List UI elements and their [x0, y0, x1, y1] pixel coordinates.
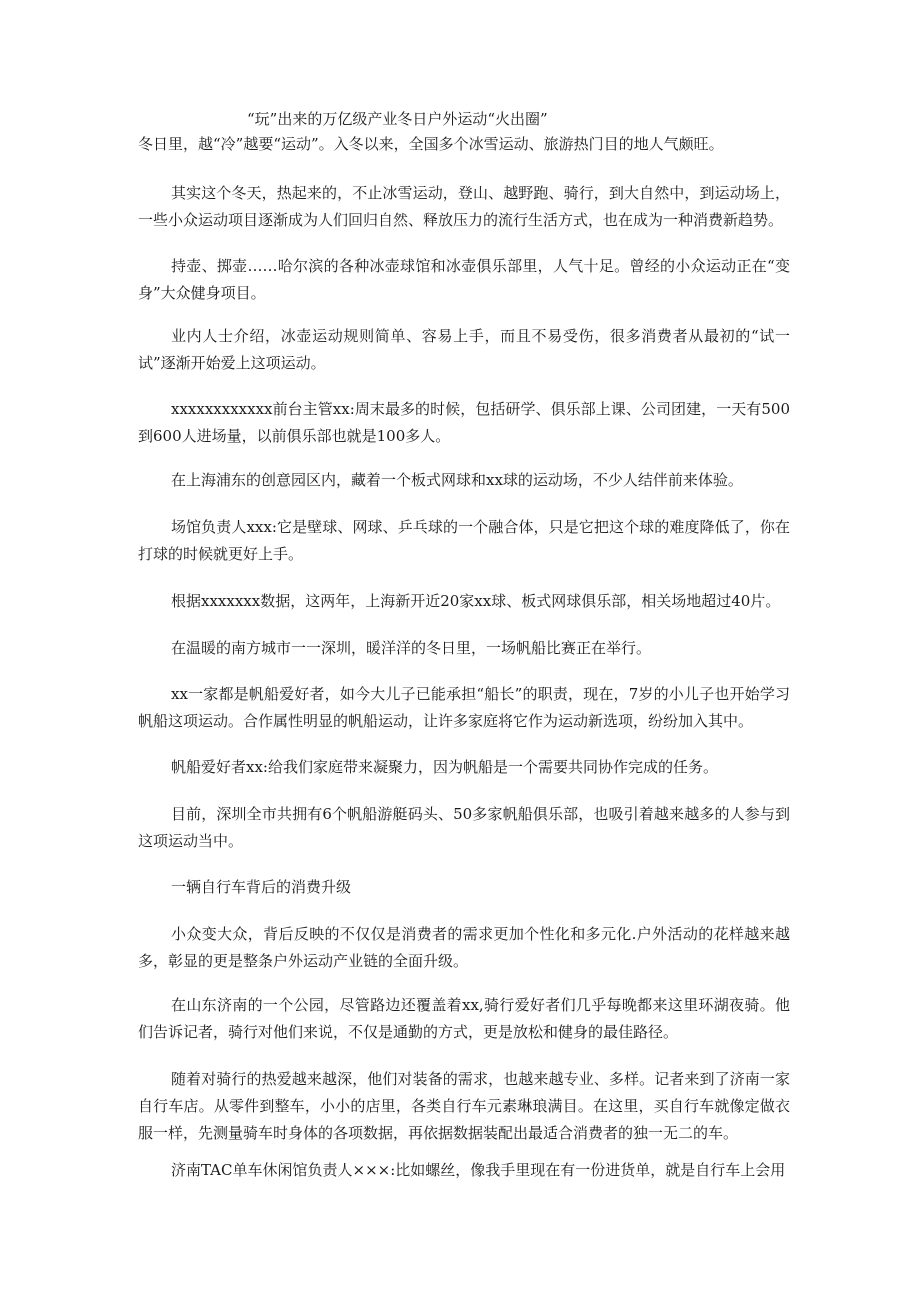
paragraph-15: 济南TAC单车休闲馆负责人×××:比如螺丝，像我手里现在有一份进货单，就是自行车上会用	[171, 1161, 786, 1179]
paragraph-10: 帆船爱好者xx:给我们家庭带来凝聚力，因为帆船是一个需要共同协作完成的任务。	[171, 758, 718, 776]
paragraph-6: 场馆负责人xxx:它是壁球、网球、乒乓球的一个融合体，只是它把这个球的难度降低了，你在打球的时候就更好上手。	[138, 518, 790, 563]
paragraph-14: 随着对骑行的热爱越来越深，他们对装备的需求，也越来越专业、多样。记者来到了济南一家自行车店。从零件到整车，小小的店里，各类自行车元素琳琅满目。在这里，买自行车就像定做衣服一样，先测量骑车时身体的各项数据，再依据数据装配出最适合消费者的独一无二的车。	[138, 1070, 790, 1142]
article-title: “玩”出来的万亿级产业冬日户外运动“火出圈”	[247, 110, 548, 128]
paragraph-4: xxxxxxxxxxxx前台主管xx:周末最多的时候，包括研学、俱乐部上课、公司团建，一天有500到600人进场量，以前俱乐部也就是100多人。	[138, 400, 790, 445]
paragraph-3: 业内人士介绍，冰壶运动规则简单、容易上手，而且不易受伤，很多消费者从最初的“试一试”逐渐开始爱上这项运动。	[138, 327, 790, 372]
paragraph-7: 根据xxxxxxx数据，这两年，上海新开近20家xx球、板式网球俱乐部，相关场地超过40片。	[171, 592, 781, 610]
section-heading: 一辆自行车背后的消费升级	[171, 878, 352, 896]
paragraph-9: xx一家都是帆船爱好者，如今大儿子已能承担“船长”的职责，现在，7岁的小儿子也开始学习帆船这项运动。合作属性明显的帆船运动，让许多家庭将它作为运动新选项，纷纷加入其中。	[138, 685, 790, 730]
paragraph-1: 其实这个冬天，热起来的，不止冰雪运动，登山、越野跑、骑行，到大自然中，到运动场上，一些小众运动项目逐渐成为人们回归自然、释放压力的流行生活方式，也在成为一种消费新趋势。	[138, 184, 790, 229]
paragraph-5: 在上海浦东的创意园区内，藏着一个板式网球和xx球的运动场，不少人结伴前来体验。	[171, 471, 743, 489]
paragraph-2: 持壶、掷壶……哈尔滨的各种冰壶球馆和冰壶俱乐部里，人气十足。曾经的小众运动正在“变身”大众健身项目。	[138, 257, 790, 302]
paragraph-13: 在山东济南的一个公园，尽管路边还覆盖着xx,骑行爱好者们几乎每晚都来这里环湖夜骑。他们告诉记者，骑行对他们来说，不仅是通勤的方式，更是放松和健身的最佳路径。	[138, 996, 790, 1041]
paragraph-11: 目前，深圳全市共拥有6个帆船游艇码头、50多家帆船俱乐部，也吸引着越来越多的人参与到这项运动当中。	[138, 805, 790, 850]
paragraph-8: 在温暖的南方城市一一深圳，暖洋洋的冬日里，一场帆船比赛正在举行。	[171, 639, 652, 657]
paragraph-12: 小众变大众，背后反映的不仅仅是消费者的需求更加个性化和多元化.户外活动的花样越来越多，彰显的更是整条户外运动产业链的全面升级。	[138, 925, 790, 970]
lead-paragraph: 冬日里，越“冷”越要“运动”。入冬以来，全国多个冰雪运动、旅游热门目的地人气颇旺。	[138, 135, 724, 153]
